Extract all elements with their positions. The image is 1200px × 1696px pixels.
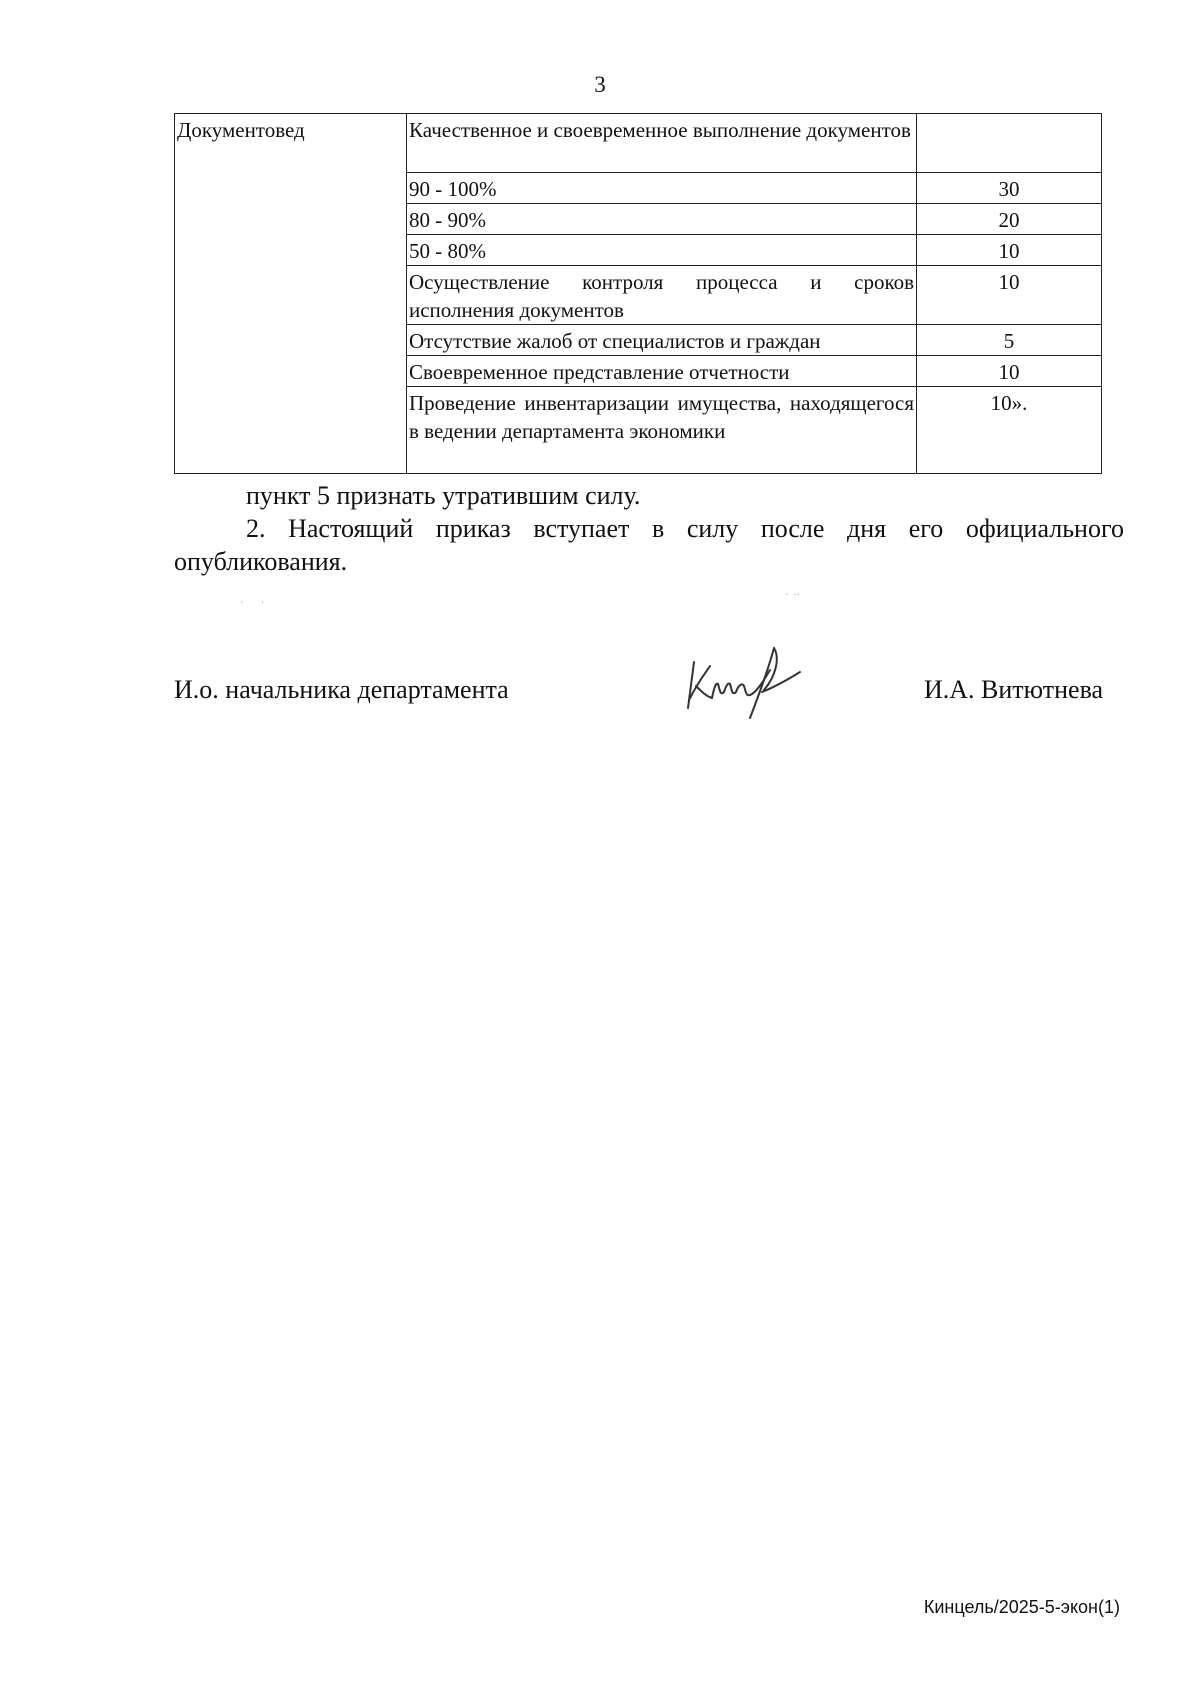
criteria-table — [174, 113, 1102, 474]
score-cell: 30 — [917, 173, 1102, 204]
signatory-name: И.А. Витютнева — [924, 675, 1104, 704]
document-code: Кинцель/2025-5-экон(1) — [923, 1597, 1120, 1617]
criterion-cell: Своевременное представление отчетности — [407, 356, 917, 387]
criterion-cell: Качественное и своевременное выполнение документов — [407, 114, 917, 173]
handwritten-signature — [680, 640, 830, 730]
position-cell: Документовед — [175, 114, 407, 474]
page-number: 3 — [594, 72, 606, 97]
score-cell: 5 — [917, 325, 1102, 356]
score-cell: 10 — [917, 356, 1102, 387]
criterion-cell: Отсутствие жалоб от специалистов и граждан — [407, 325, 917, 356]
criterion-cell: 90 - 100% — [407, 173, 917, 204]
scan-speck: · ·· — [785, 590, 800, 601]
score-cell: 10». — [917, 387, 1102, 474]
paragraph-effective-date: 2. Настоящий приказ вступает в силу после дня его официального опубликования. — [174, 514, 1124, 576]
signatory-title: И.о. начальника департамента — [174, 675, 509, 704]
criterion-cell: 80 - 90% — [407, 204, 917, 235]
criterion-cell: 50 - 80% — [407, 235, 917, 266]
score-cell: 20 — [917, 204, 1102, 235]
scan-speck: · · — [240, 598, 265, 609]
paragraph-repeal: пункт 5 признать утратившим силу. — [246, 481, 641, 510]
score-cell: 10 — [917, 235, 1102, 266]
table-row — [175, 114, 1102, 173]
score-cell — [917, 114, 1102, 173]
criterion-cell: Осуществление контроля процесса и сроков исполнения документов — [407, 266, 917, 325]
criterion-cell: Проведение инвентаризации имущества, находящегося в ведении департамента экономики — [407, 387, 917, 474]
score-cell: 10 — [917, 266, 1102, 325]
